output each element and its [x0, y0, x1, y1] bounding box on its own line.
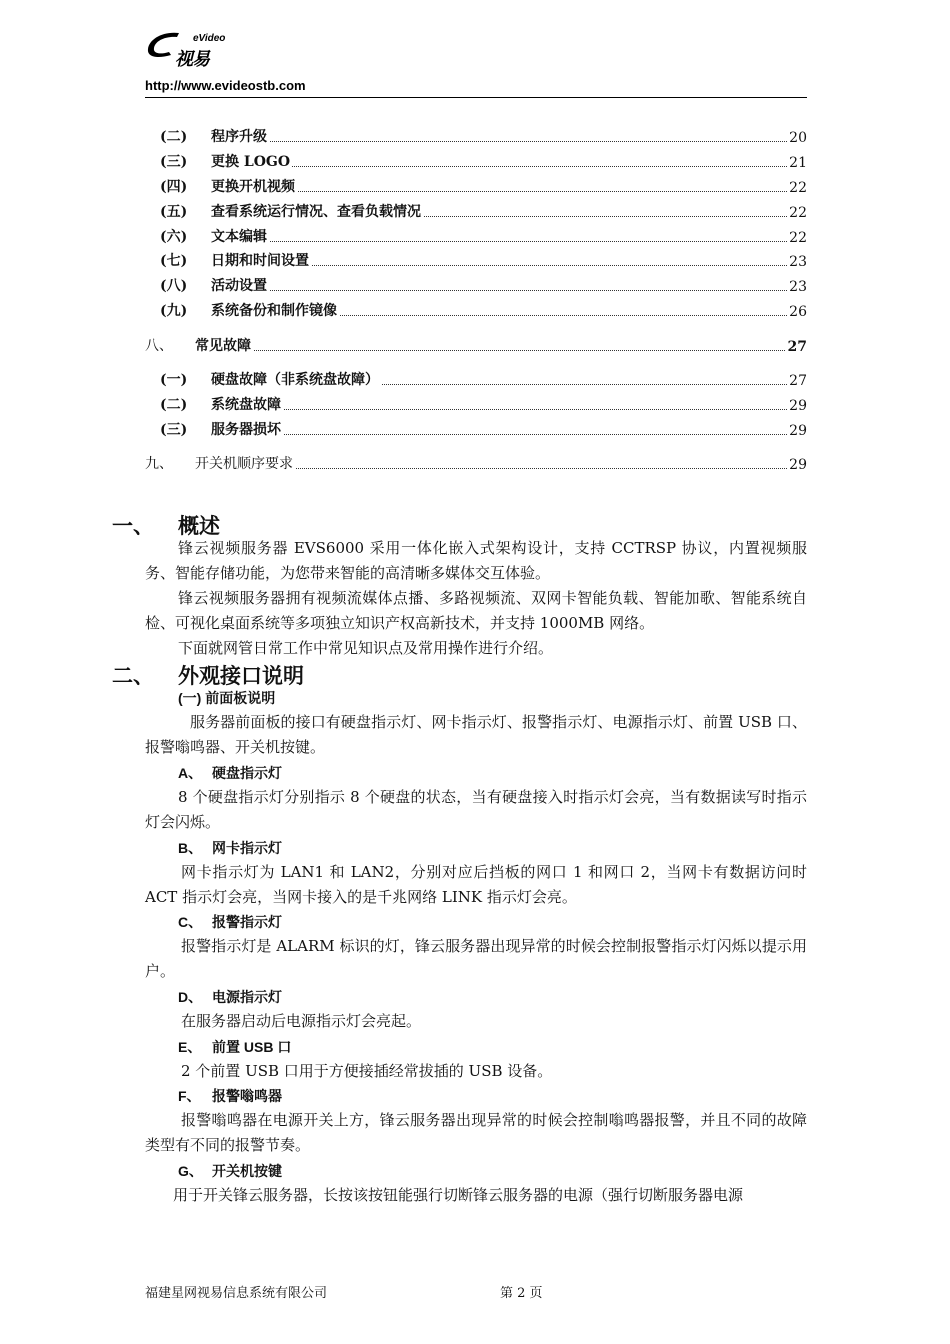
toc-entry[interactable]: (八) 活动设置 23: [145, 275, 807, 295]
toc-entry[interactable]: (二) 程序升级 20: [145, 126, 807, 146]
subsection-heading: (一) 前面板说明: [178, 690, 276, 706]
toc-entry[interactable]: (五) 查看系统运行情况、查看负载情况 22: [145, 201, 807, 221]
logo-text-small: eVideo: [193, 33, 226, 44]
paragraph: 锋云视频服务器拥有视频流媒体点播、多路视频流、双网卡智能负载、智能加歌、智能系统自检、可视化桌面系统等多项独立知识产权高新技术，并支持 1000MB 网络。: [145, 589, 807, 632]
toc-entry[interactable]: 八、 常见故障 27: [145, 335, 807, 355]
paragraph: 网卡指示灯为 LAN1 和 LAN2，分别对应后挡板的网口 1 和网口 2，当网卡有数据访问时 ACT 指示灯会亮，当网卡接入的是千兆网络 LINK 指示灯会亮。: [145, 863, 807, 906]
toc-entry[interactable]: (九) 系统备份和制作镜像 26: [145, 300, 807, 320]
evideo-logo: [145, 27, 235, 77]
section-heading-overview: 一、 概述: [112, 513, 220, 538]
toc-entry[interactable]: (三) 更换 LOGO 21: [145, 151, 807, 171]
paragraph: 2 个前置 USB 口用于方便接插经常拔插的 USB 设备。: [181, 1062, 553, 1080]
item-heading-nic-led: B、 网卡指示灯: [178, 840, 282, 856]
header-url[interactable]: http://www.evideostb.com: [145, 78, 306, 93]
footer-page-number: 第 2 页: [500, 1286, 543, 1301]
page-header: [145, 22, 807, 98]
toc-entry[interactable]: 九、 开关机顺序要求 29: [145, 453, 807, 473]
paragraph: 锋云视频服务器 EVS6000 采用一体化嵌入式架构设计，支持 CCTRSP 协议，内置视频服务、智能存储功能，为您带来智能的高清晰多媒体交互体验。: [145, 539, 807, 582]
logo-text-big: 视易: [175, 49, 209, 69]
item-heading-buzzer: F、 报警嗡鸣器: [178, 1088, 282, 1104]
toc-entry[interactable]: (七) 日期和时间设置 23: [145, 250, 807, 270]
paragraph: 下面就网管日常工作中常见知识点及常用操作进行介绍。: [178, 639, 554, 657]
item-heading-power-led: D、 电源指示灯: [178, 989, 282, 1005]
footer-company: 福建星网视易信息系统有限公司: [145, 1286, 328, 1301]
toc-entry[interactable]: (二) 系统盘故障 29: [145, 394, 807, 414]
item-heading-alarm-led: C、 报警指示灯: [178, 914, 282, 930]
paragraph: 用于开关锋云服务器，长按该按钮能强行切断锋云服务器的电源（强行切断服务器电源: [173, 1186, 744, 1204]
toc-entry[interactable]: (一) 硬盘故障（非系统盘故障） 27: [145, 369, 807, 389]
section-heading-interface: 二、 外观接口说明: [112, 663, 304, 688]
paragraph: 在服务器启动后电源指示灯会亮起。: [181, 1012, 422, 1030]
toc-entry[interactable]: (三) 服务器损坏 29: [145, 419, 807, 439]
item-heading-power-button: G、 开关机按键: [178, 1163, 282, 1179]
toc-entry[interactable]: (四) 更换开机视频 22: [145, 176, 807, 196]
toc-entry[interactable]: (六) 文本编辑 22: [145, 226, 807, 246]
paragraph: 8 个硬盘指示灯分别指示 8 个硬盘的状态，当有硬盘接入时指示灯会亮，当有数据读写时指示灯会闪烁。: [145, 788, 807, 831]
paragraph: 报警指示灯是 ALARM 标识的灯，锋云服务器出现异常的时候会控制报警指示灯闪烁以提示用户。: [145, 937, 807, 980]
item-heading-hdd-led: A、 硬盘指示灯: [178, 765, 282, 781]
paragraph: 报警嗡鸣器在电源开关上方，锋云服务器出现异常的时候会控制嗡鸣器报警，并且不同的故障类型有不同的报警节奏。: [145, 1111, 807, 1154]
paragraph: 服务器前面板的接口有硬盘指示灯、网卡指示灯、报警指示灯、电源指示灯、前置 USB 口、报警嗡鸣器、开关机按键。: [145, 713, 807, 756]
item-heading-usb: E、 前置 USB 口: [178, 1039, 292, 1055]
